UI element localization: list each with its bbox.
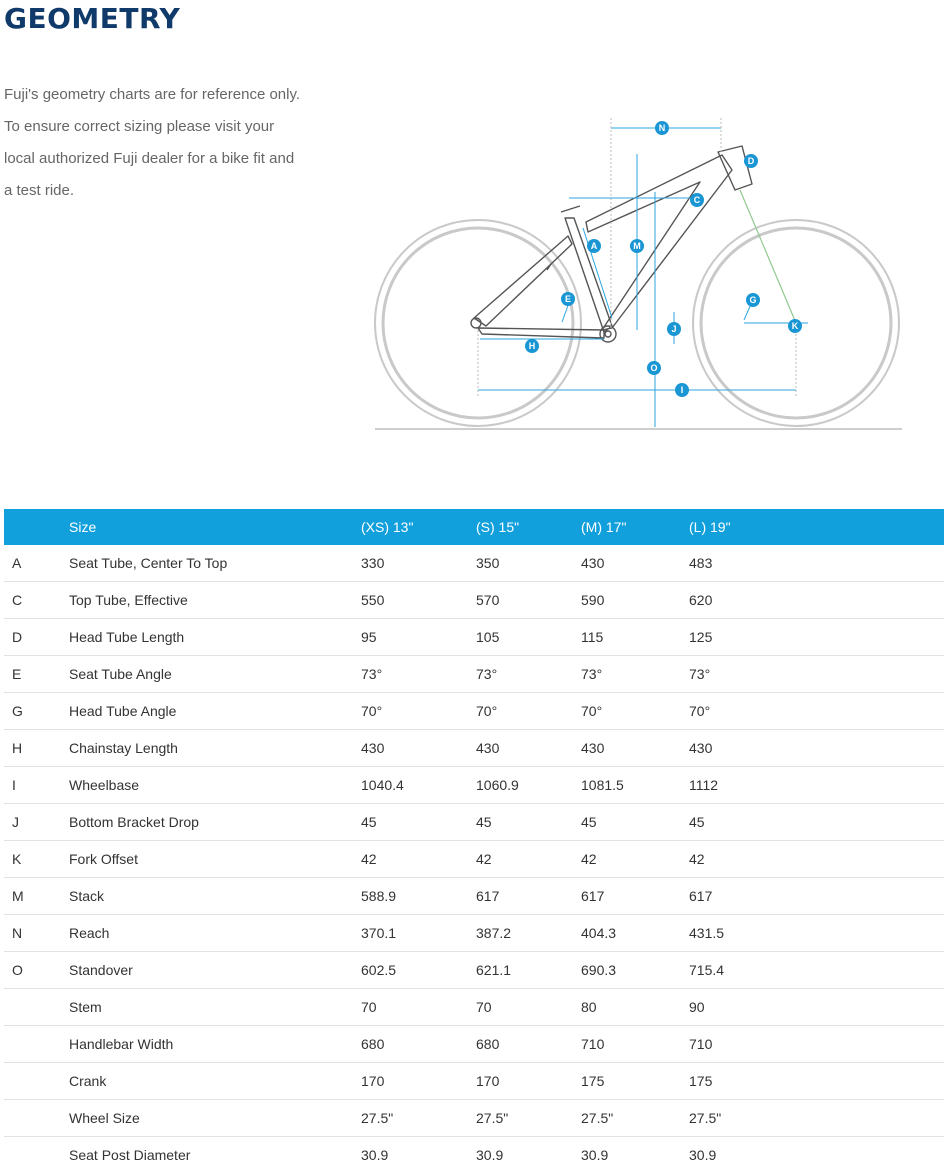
row-value-xs: 95 [361, 619, 476, 656]
row-code: D [4, 619, 69, 656]
row-value-m: 42 [581, 841, 689, 878]
row-label: Seat Tube, Center To Top [69, 545, 361, 582]
row-value-m: 617 [581, 878, 689, 915]
row-value-xs: 550 [361, 582, 476, 619]
row-code: K [4, 841, 69, 878]
marker-k [788, 319, 802, 333]
header-size-s: (S) 15" [476, 509, 581, 545]
row-value-m: 70° [581, 693, 689, 730]
header-size-l: (L) 19" [689, 509, 944, 545]
row-value-l: 90 [689, 989, 944, 1026]
row-code [4, 1137, 69, 1173]
table-row [4, 767, 944, 804]
row-code [4, 1100, 69, 1137]
table-row [4, 804, 944, 841]
row-code: E [4, 656, 69, 693]
table-row [4, 915, 944, 952]
row-value-xs: 42 [361, 841, 476, 878]
row-value-xs: 602.5 [361, 952, 476, 989]
row-label: Seat Tube Angle [69, 656, 361, 693]
row-value-s: 387.2 [476, 915, 581, 952]
row-value-s: 70° [476, 693, 581, 730]
row-value-xs: 1040.4 [361, 767, 476, 804]
marker-label: I [681, 385, 684, 395]
row-value-s: 430 [476, 730, 581, 767]
row-value-s: 570 [476, 582, 581, 619]
marker-n [655, 121, 669, 135]
row-value-m: 175 [581, 1063, 689, 1100]
row-value-l: 1112 [689, 767, 944, 804]
row-value-l: 70° [689, 693, 944, 730]
row-label: Bottom Bracket Drop [69, 804, 361, 841]
row-value-m: 73° [581, 656, 689, 693]
dimension-lines [478, 118, 808, 427]
table-row [4, 693, 944, 730]
row-value-l: 175 [689, 1063, 944, 1100]
row-code: I [4, 767, 69, 804]
table-row [4, 878, 944, 915]
row-value-m: 690.3 [581, 952, 689, 989]
row-code [4, 989, 69, 1026]
marker-label: H [529, 341, 536, 351]
row-value-l: 715.4 [689, 952, 944, 989]
row-value-m: 1081.5 [581, 767, 689, 804]
row-value-s: 680 [476, 1026, 581, 1063]
marker-o [647, 361, 661, 375]
row-code [4, 1063, 69, 1100]
table-row [4, 656, 944, 693]
header-size-label: Size [69, 509, 361, 545]
row-value-l: 45 [689, 804, 944, 841]
header-code [4, 509, 69, 545]
row-value-l: 73° [689, 656, 944, 693]
header-size-xs: (XS) 13" [361, 509, 476, 545]
row-value-m: 45 [581, 804, 689, 841]
row-value-m: 404.3 [581, 915, 689, 952]
marker-label: M [633, 241, 641, 251]
row-value-s: 70 [476, 989, 581, 1026]
row-value-s: 27.5" [476, 1100, 581, 1137]
marker-label: O [650, 363, 657, 373]
row-value-s: 73° [476, 656, 581, 693]
marker-label: E [565, 294, 571, 304]
header-size-m: (M) 17" [581, 509, 689, 545]
marker-a [587, 239, 601, 253]
row-value-l: 431.5 [689, 915, 944, 952]
row-value-xs: 73° [361, 656, 476, 693]
row-value-xs: 430 [361, 730, 476, 767]
row-value-m: 710 [581, 1026, 689, 1063]
table-row [4, 1100, 944, 1137]
table-row [4, 1137, 944, 1173]
row-value-xs: 680 [361, 1026, 476, 1063]
row-value-xs: 70° [361, 693, 476, 730]
marker-label: N [659, 123, 666, 133]
row-code [4, 1026, 69, 1063]
marker-c [690, 193, 704, 207]
row-code: G [4, 693, 69, 730]
row-value-xs: 330 [361, 545, 476, 582]
row-value-s: 42 [476, 841, 581, 878]
row-code: A [4, 545, 69, 582]
row-value-s: 45 [476, 804, 581, 841]
table-row [4, 619, 944, 656]
row-value-l: 710 [689, 1026, 944, 1063]
table-row [4, 841, 944, 878]
table-row [4, 952, 944, 989]
row-label: Handlebar Width [69, 1026, 361, 1063]
row-value-s: 350 [476, 545, 581, 582]
row-label: Stem [69, 989, 361, 1026]
row-code: C [4, 582, 69, 619]
marker-label: G [749, 295, 756, 305]
marker-m [630, 239, 644, 253]
row-label: Standover [69, 952, 361, 989]
marker-label: K [792, 321, 799, 331]
row-label: Fork Offset [69, 841, 361, 878]
row-value-m: 115 [581, 619, 689, 656]
row-code: J [4, 804, 69, 841]
marker-g [746, 293, 760, 307]
row-value-l: 125 [689, 619, 944, 656]
page-title: GEOMETRY [4, 2, 180, 35]
row-value-s: 617 [476, 878, 581, 915]
row-value-l: 617 [689, 878, 944, 915]
marker-h [525, 339, 539, 353]
marker-i [675, 383, 689, 397]
row-label: Wheelbase [69, 767, 361, 804]
row-label: Crank [69, 1063, 361, 1100]
row-code: N [4, 915, 69, 952]
table-row [4, 582, 944, 619]
geometry-table [4, 509, 944, 1173]
table-row [4, 1026, 944, 1063]
row-value-xs: 170 [361, 1063, 476, 1100]
row-code: O [4, 952, 69, 989]
row-code: M [4, 878, 69, 915]
row-value-s: 621.1 [476, 952, 581, 989]
row-value-s: 1060.9 [476, 767, 581, 804]
row-label: Reach [69, 915, 361, 952]
row-value-l: 430 [689, 730, 944, 767]
row-value-xs: 45 [361, 804, 476, 841]
row-value-m: 590 [581, 582, 689, 619]
row-value-xs: 30.9 [361, 1137, 476, 1173]
row-value-xs: 588.9 [361, 878, 476, 915]
marker-label: J [671, 324, 676, 334]
bike-geometry-diagram [370, 112, 910, 437]
row-label: Seat Post Diameter [69, 1137, 361, 1173]
marker-label: D [748, 156, 755, 166]
row-value-m: 430 [581, 545, 689, 582]
row-label: Wheel Size [69, 1100, 361, 1137]
row-label: Top Tube, Effective [69, 582, 361, 619]
row-value-l: 27.5" [689, 1100, 944, 1137]
row-value-m: 27.5" [581, 1100, 689, 1137]
intro-text: Fuji's geometry charts are for reference only. To ensure correct sizing please visit your local authorized Fuji dealer for a bike fit and a test ride. [4, 79, 304, 207]
row-label: Stack [69, 878, 361, 915]
row-code: H [4, 730, 69, 767]
marker-label: C [694, 195, 701, 205]
table-row [4, 1063, 944, 1100]
row-value-m: 30.9 [581, 1137, 689, 1173]
marker-label: A [591, 241, 598, 251]
row-value-xs: 27.5" [361, 1100, 476, 1137]
table-row [4, 730, 944, 767]
row-value-l: 620 [689, 582, 944, 619]
row-value-l: 42 [689, 841, 944, 878]
row-value-xs: 370.1 [361, 915, 476, 952]
row-value-s: 170 [476, 1063, 581, 1100]
table-row [4, 545, 944, 582]
table-row [4, 989, 944, 1026]
row-value-s: 30.9 [476, 1137, 581, 1173]
row-value-m: 80 [581, 989, 689, 1026]
marker-j [667, 322, 681, 336]
row-value-xs: 70 [361, 989, 476, 1026]
marker-e [561, 292, 575, 306]
row-value-l: 30.9 [689, 1137, 944, 1173]
row-value-s: 105 [476, 619, 581, 656]
row-label: Head Tube Angle [69, 693, 361, 730]
table-header-row [4, 509, 944, 545]
row-label: Head Tube Length [69, 619, 361, 656]
row-value-l: 483 [689, 545, 944, 582]
row-label: Chainstay Length [69, 730, 361, 767]
marker-d [744, 154, 758, 168]
row-value-m: 430 [581, 730, 689, 767]
